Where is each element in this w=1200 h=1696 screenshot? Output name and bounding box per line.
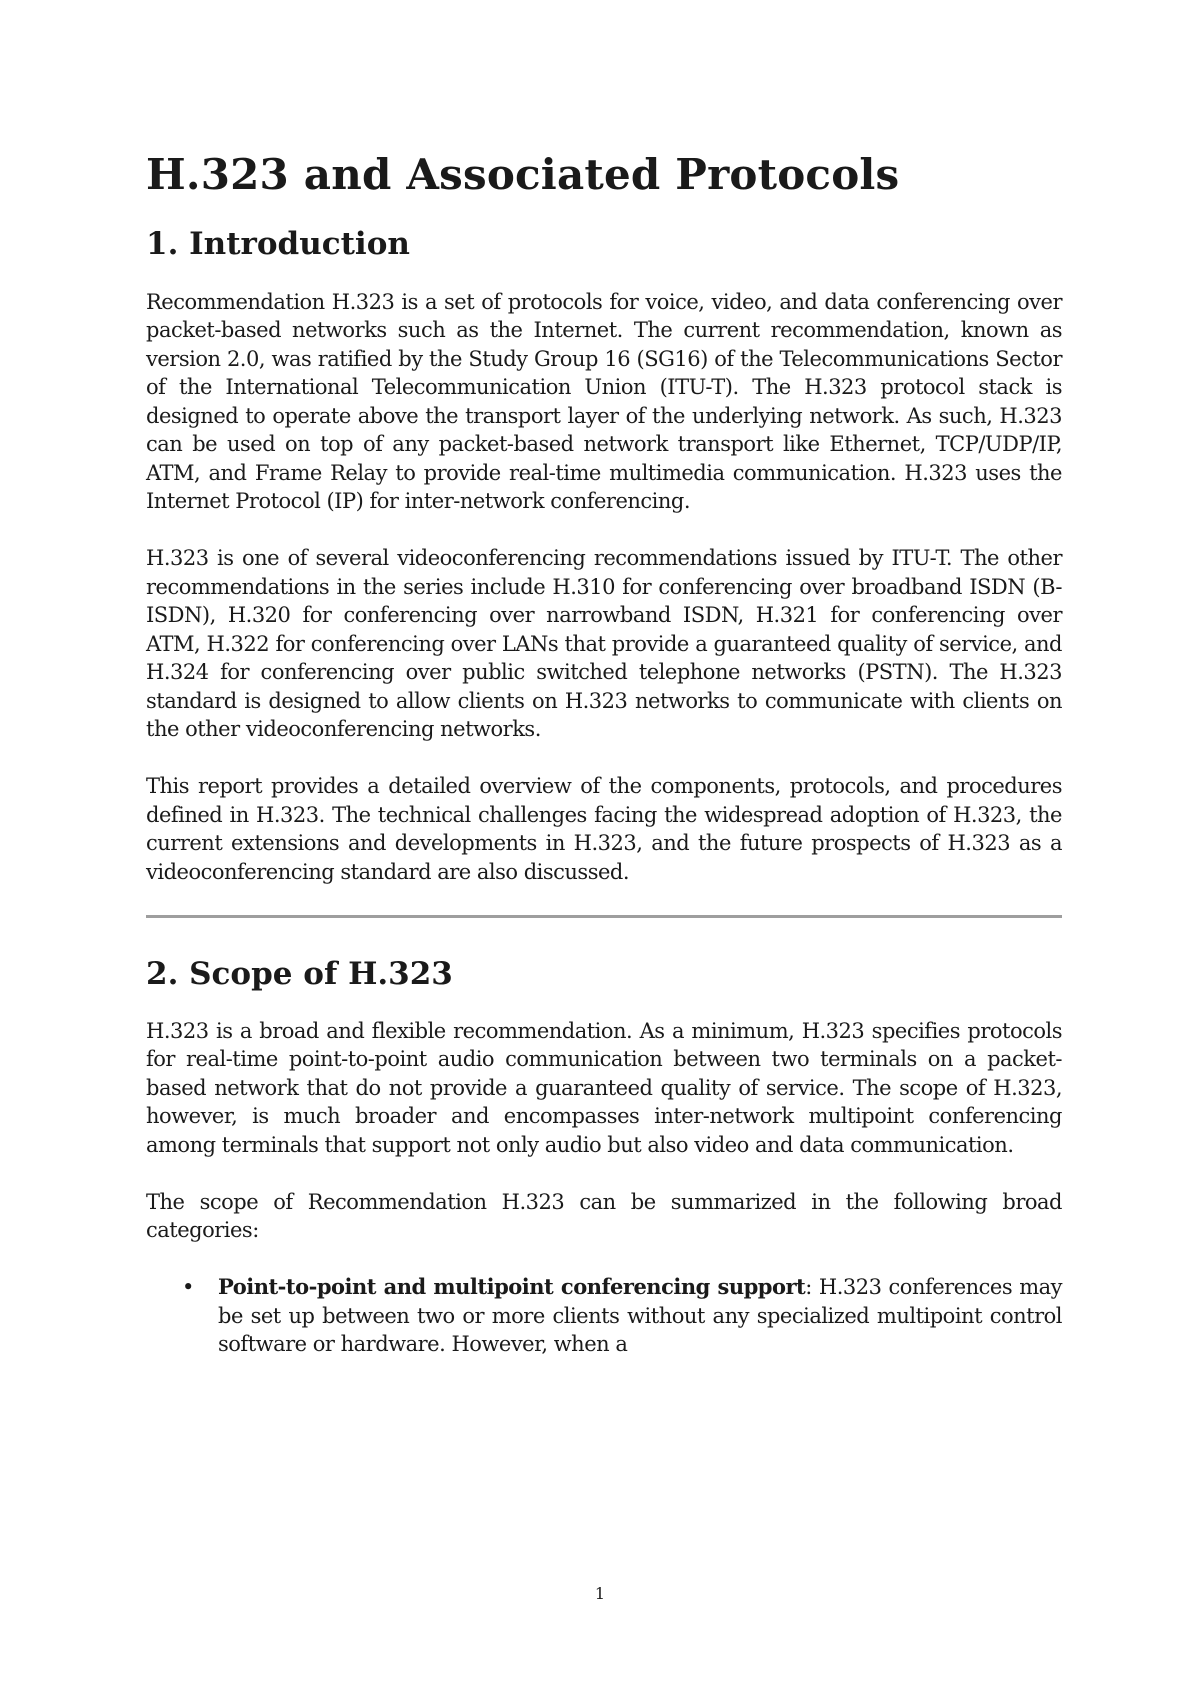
list-item-term: Point-to-point and multipoint conferencing support — [218, 1274, 806, 1300]
section-divider — [146, 915, 1062, 918]
section-heading-scope: 2. Scope of H.323 — [146, 955, 453, 992]
section-heading-introduction: 1. Introduction — [146, 226, 410, 263]
scope-paragraph-1: H.323 is a broad and flexible recommendation. As a minimum, H.323 specifies protocols for real-time point-to-point audio communication between two terminals on a packet-based network that do not provide a guaranteed quality of service. The scope of H.323, however, is much broader and encompasses inter-network multipoint conferencing among terminals that support not only audio but also video and data communication. — [146, 1018, 1062, 1157]
scope-paragraph-2: The scope of Recommendation H.323 can be summarized in the following broad categories: — [146, 1189, 1062, 1243]
intro-paragraph-2: H.323 is one of several videoconferencing recommendations issued by ITU-T. The other recommendations in the series include H.310 for conferencing over broadband ISDN (B-ISDN), H.320 for conferencing over narrowband ISDN, H.321 for conferencing over ATM, H.322 for conferencing over LANs that provide a guaranteed quality of service, and H.324 for conferencing over public switched telephone networks (PSTN). The H.323 standard is designed to allow clients on H.323 networks to communicate with clients on the other videoconferencing networks. — [146, 546, 1062, 742]
list-item-text: H.323 conferences may be set up between two or more clients without any specialized multipoint control software or hardware. However, when a — [218, 1275, 1062, 1357]
list-item — [182, 1273, 1062, 1359]
scope-list — [146, 1273, 1062, 1359]
document-page — [146, 138, 1062, 1359]
intro-paragraph-3: This report provides a detailed overview of the components, protocols, and procedures defined in H.323. The technical challenges facing the widespread adoption of H.323, the current extensions and developments in H.323, and the future prospects of H.323 as a videoconferencing standard are also discussed. — [146, 774, 1062, 884]
intro-paragraph-1: Recommendation H.323 is a set of protocols for voice, video, and data conferencing over packet-based networks such as the Internet. The current recommendation, known as version 2.0, was ratified by the Study Group 16 (SG16) of the Telecommunications Sector of the International Telecommunication Union (ITU-T). The H.323 protocol stack is designed to operate above the transport layer of the underlying network. As such, H.323 can be used on top of any packet-based network transport like Ethernet, TCP/UDP/IP, ATM, and Frame Relay to provide real-time multimedia communication. H.323 uses the Internet Protocol (IP) for inter-network conferencing. — [146, 289, 1062, 514]
page-number: 1 — [594, 1584, 606, 1603]
list-item-separator: : — [805, 1275, 812, 1300]
bullet-icon: • — [182, 1275, 194, 1300]
document-title: H.323 and Associated Protocols — [146, 150, 900, 199]
